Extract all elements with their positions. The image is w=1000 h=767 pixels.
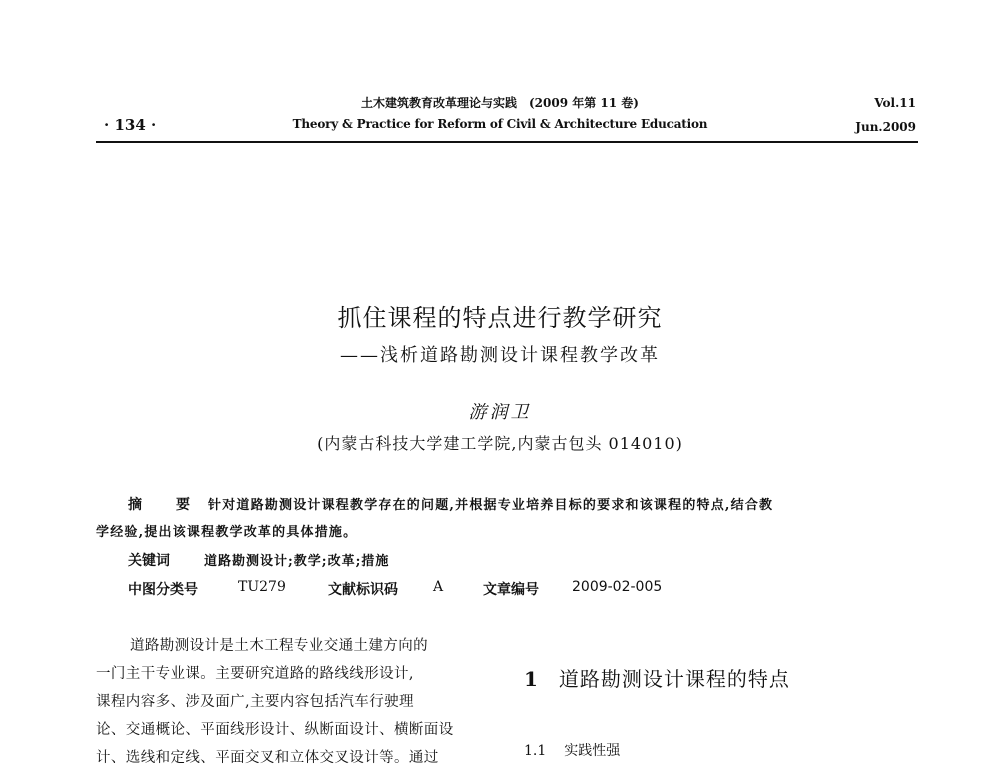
subsection-number: 1.1 (524, 743, 547, 759)
abstract-label: 摘 要 (128, 497, 200, 513)
subsection-title: 实践性强 (564, 743, 621, 759)
body-paragraph-line: 课程内容多、涉及面广,主要内容包括汽车行驶理 (96, 694, 414, 710)
section-title: 道路勘测设计课程的特点 (558, 667, 790, 691)
document-code-label: 文献标识码 (328, 582, 398, 598)
article-title: 抓住课程的特点进行教学研究 (337, 304, 663, 332)
author-affiliation: (内蒙古科技大学建工学院,内蒙古包头 014010) (317, 434, 683, 453)
article-number-label: 文章编号 (483, 582, 539, 598)
journal-volume: Vol.11 (874, 96, 916, 110)
body-paragraph-line: 论、交通概论、平面线形设计、纵断面设计、横断面设 (96, 722, 454, 738)
abstract-line: 针对道路勘测设计课程教学存在的问题,并根据专业培养目标的要求和该课程的特点,结合教 (208, 498, 774, 513)
body-paragraph-line: 道路勘测设计是土木工程专业交通土建方向的 (130, 638, 428, 654)
page-number: · 134 · (104, 116, 157, 134)
article-number-value: 2009-02-005 (572, 579, 663, 595)
header-rule (96, 141, 918, 143)
journal-title-english: Theory & Practice for Reform of Civil & Architecture Education (292, 117, 708, 131)
keywords-text: 道路勘测设计;教学;改革;措施 (204, 554, 390, 569)
article-author: 游润卫 (468, 402, 532, 423)
keywords-label: 关键词 (128, 553, 170, 569)
clc-value: TU279 (238, 579, 286, 595)
abstract-line: 学经验,提出该课程教学改革的具体措施。 (96, 525, 358, 540)
body-paragraph-line: 一门主干专业课。主要研究道路的路线线形设计, (96, 666, 414, 682)
journal-date: Jun.2009 (855, 120, 916, 134)
section-heading (524, 663, 790, 692)
body-paragraph-line: 计、选线和定线、平面交叉和立体交叉设计等。通过 (96, 750, 439, 766)
section-number: 1 (524, 667, 539, 691)
subsection-heading (524, 740, 620, 760)
journal-title-chinese: 土木建筑教育改革理论与实践 (2009 年第 11 卷) (361, 96, 639, 110)
document-code-value: A (433, 579, 444, 595)
article-subtitle: ——浅析道路勘测设计课程教学改革 (340, 345, 660, 366)
clc-label: 中图分类号 (128, 582, 198, 598)
